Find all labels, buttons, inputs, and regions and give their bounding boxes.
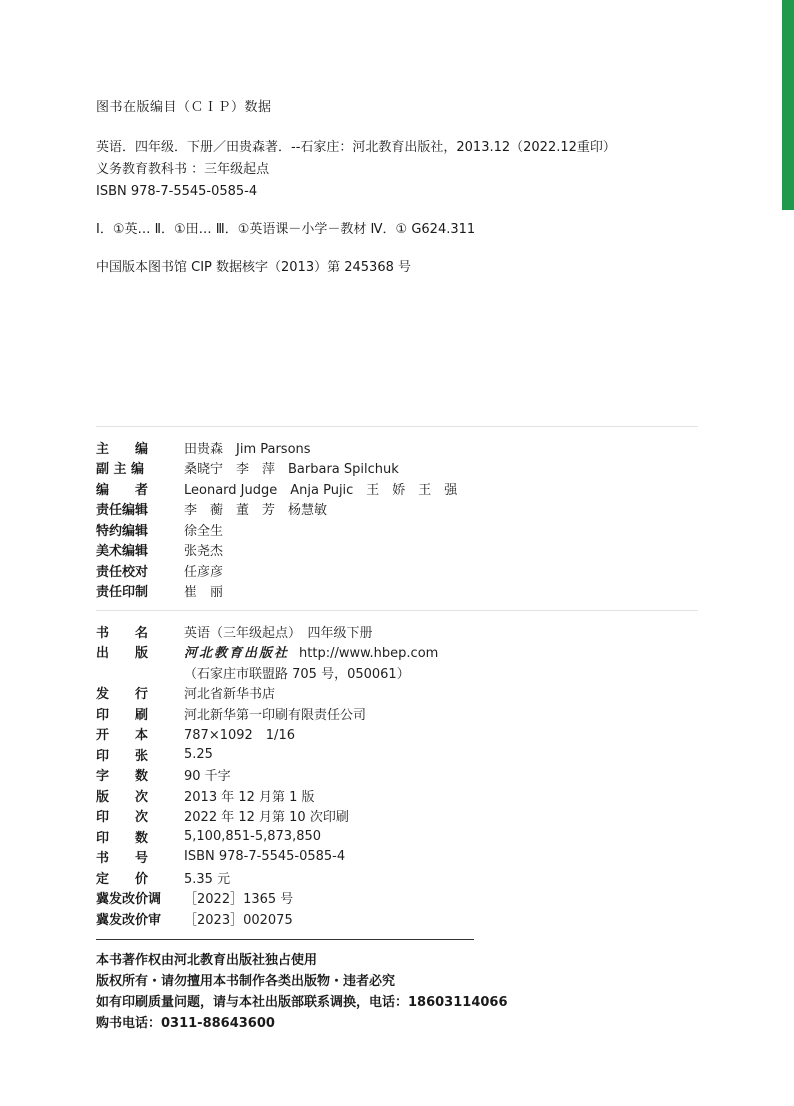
pub-row <box>96 806 438 827</box>
staff-value: Leonard Judge Anja Pujic 王 娇 王 强 <box>184 482 458 498</box>
pub-label: 冀发改价调 <box>96 892 162 908</box>
staff-row <box>96 560 457 581</box>
pub-label: 书 号 <box>96 851 149 867</box>
staff-row <box>96 437 457 458</box>
cip-bibliographic-line: 英语．四年级．下册／田贵森著．--石家庄：河北教育出版社，2013.12（2022.12重印） <box>96 140 616 155</box>
pub-label: 版 次 <box>96 789 149 805</box>
pub-row <box>96 724 438 745</box>
copyright-warning-line: 版权所有・请勿擅用本书制作各类出版物・违者必究 <box>96 974 396 989</box>
staff-label: 编 者 <box>96 482 149 498</box>
staff-row <box>96 581 457 602</box>
staff-label: 责任印制 <box>96 585 149 601</box>
pub-row <box>96 683 438 704</box>
pub-value: 河北新华第一印刷有限责任公司 <box>184 707 367 723</box>
cip-classification-line: Ⅰ．①英… Ⅱ．①田… Ⅲ．①英语课－小学－教材 Ⅳ．① G624.311 <box>96 222 476 237</box>
purchase-phone-line: 购书电话：0311-88643600 <box>96 1016 275 1031</box>
exclusive-rights-line: 本书著作权由河北教育出版社独占使用 <box>96 953 318 968</box>
staff-value: 田贵森 Jim Parsons <box>184 441 311 457</box>
staff-row <box>96 519 457 540</box>
green-edge-strip <box>782 0 794 210</box>
staff-label: 副 主 编 <box>96 462 145 478</box>
publisher-logo: 河北教育出版社 <box>184 646 290 662</box>
pub-row <box>96 847 438 868</box>
pub-row <box>96 826 438 847</box>
pub-label: 印 次 <box>96 810 149 826</box>
cip-isbn-line: ISBN 978-7-5545-0585-4 <box>96 184 258 199</box>
quality-contact-line: 如有印刷质量问题，请与本社出版部联系调换，电话：18603114066 <box>96 995 508 1010</box>
pub-label: 字 数 <box>96 769 149 785</box>
pub-value: ISBN 978-7-5545-0585-4 <box>184 849 346 865</box>
staff-value: 李 蘅 董 芳 杨慧敏 <box>184 503 328 519</box>
pub-value: ［2022］1365 号 <box>184 892 294 908</box>
publication-details <box>96 621 438 929</box>
pub-label: 印 数 <box>96 830 149 846</box>
staff-row <box>96 499 457 520</box>
pub-label: 定 价 <box>96 871 149 887</box>
pub-row-address <box>96 662 438 683</box>
pub-label: 印 刷 <box>96 707 149 723</box>
staff-credits <box>96 437 457 601</box>
pub-label: 印 张 <box>96 748 149 764</box>
pub-row-title <box>96 621 438 642</box>
staff-label: 美术编辑 <box>96 544 149 560</box>
pub-label: 出 版 <box>96 646 149 662</box>
staff-label: 特约编辑 <box>96 523 149 539</box>
staff-value: 崔 丽 <box>184 585 224 601</box>
staff-label: 责任校对 <box>96 564 149 580</box>
pub-label: 冀发改价审 <box>96 912 162 928</box>
cip-title: 图书在版编目（ＣＩＰ）数据 <box>96 100 272 115</box>
pub-label: 发 行 <box>96 687 149 703</box>
staff-value: 桑晓宁 李 萍 Barbara Spilchuk <box>184 462 399 478</box>
divider-middle <box>96 610 698 611</box>
pub-label: 书 名 <box>96 625 149 641</box>
staff-label: 责任编辑 <box>96 503 149 519</box>
cip-data-section <box>96 96 616 279</box>
pub-row <box>96 785 438 806</box>
pub-row <box>96 908 438 929</box>
pub-row <box>96 867 438 888</box>
pub-row <box>96 888 438 909</box>
publisher-address: （石家庄市联盟路 705 号，050061） <box>184 666 410 682</box>
pub-row <box>96 703 438 724</box>
pub-value: 90 千字 <box>184 769 231 785</box>
pub-value: 2022 年 12 月第 10 次印刷 <box>184 810 349 826</box>
divider-bottom <box>96 939 474 940</box>
cip-number-line: 中国版本图书馆 CIP 数据核字（2013）第 245368 号 <box>96 260 411 275</box>
pub-value: 787×1092 1/16 <box>184 728 295 744</box>
staff-label: 主 编 <box>96 441 149 457</box>
pub-value: 5.25 <box>184 746 213 762</box>
divider-top <box>96 426 698 427</box>
pub-value: 5,100,851-5,873,850 <box>184 828 322 844</box>
cip-series-line: 义务教育教科书 ：三年级起点 <box>96 162 270 177</box>
staff-value: 徐全生 <box>184 523 224 539</box>
staff-value: 任彦彦 <box>184 564 224 580</box>
pub-row-publisher <box>96 642 438 663</box>
copyright-notice <box>96 950 508 1034</box>
pub-row <box>96 744 438 765</box>
staff-value: 张尧杰 <box>184 544 224 560</box>
pub-row <box>96 765 438 786</box>
publisher-url: http://www.hbep.com <box>299 646 439 662</box>
pub-value: 5.35 元 <box>184 871 231 887</box>
pub-value: 2013 年 12 月第 1 版 <box>184 789 315 805</box>
book-title: 英语（三年级起点） 四年级下册 <box>184 625 373 641</box>
pub-label: 开 本 <box>96 728 149 744</box>
staff-row <box>96 478 457 499</box>
pub-value: 河北省新华书店 <box>184 687 276 703</box>
staff-row <box>96 458 457 479</box>
staff-row <box>96 540 457 561</box>
pub-value: ［2023］002075 <box>184 912 293 928</box>
